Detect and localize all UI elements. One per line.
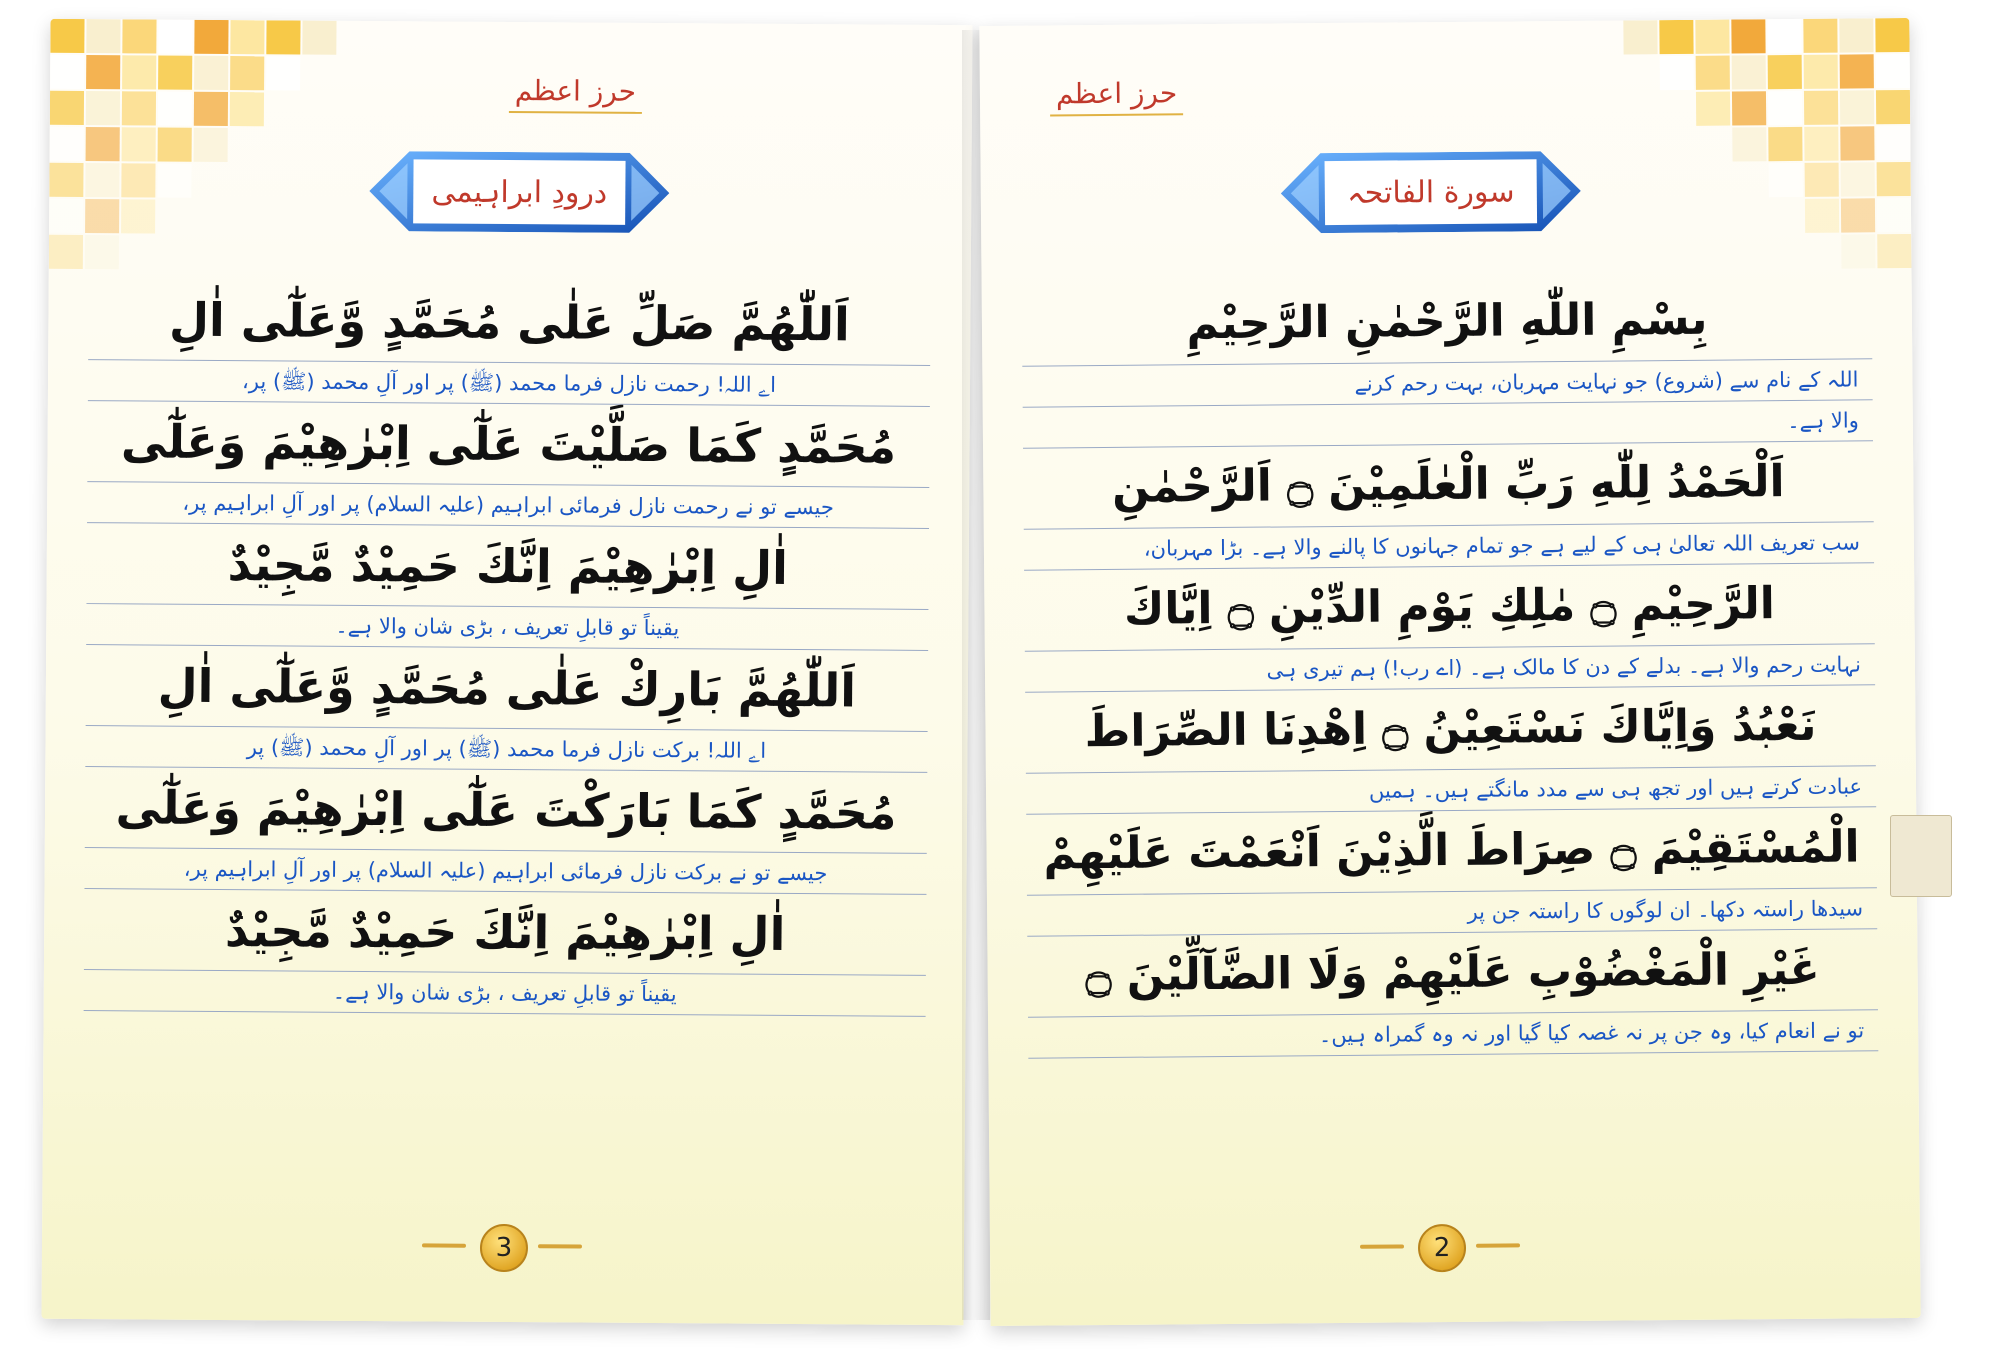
- mosaic-tile: [49, 163, 83, 197]
- mosaic-tile: [86, 91, 120, 125]
- section-title-badge: [1280, 151, 1581, 234]
- verse-block: [84, 889, 927, 1017]
- mosaic-tile: [1696, 56, 1730, 90]
- mosaic-tile: [50, 127, 84, 161]
- mosaic-tile: [194, 92, 228, 126]
- page-number: 2: [1418, 1224, 1466, 1272]
- mosaic-tile: [1841, 234, 1875, 268]
- urdu-translation-line: نہایت رحم والا ہے۔ بدلے کے دن کا مالک ہے۔ (اے رب!) ہم تیری ہی: [1025, 643, 1875, 692]
- right-page: [979, 18, 1920, 1326]
- mosaic-tile: [1877, 162, 1911, 196]
- arabic-verse-line: اَللّٰهُمَّ صَلِّ عَلٰى مُحَمَّدٍ وَّعَلٰٓى اٰلِ: [168, 292, 850, 352]
- mosaic-tile: [1805, 199, 1839, 233]
- running-head: حرز اعظم: [509, 74, 643, 114]
- mosaic-tile: [302, 21, 336, 55]
- urdu-translation-line: یقیناً تو قابلِ تعریف ، بڑی شان والا ہے۔: [86, 603, 928, 651]
- mosaic-tile: [1841, 198, 1875, 232]
- verse-list: [1022, 278, 1879, 1058]
- ornament-right: [538, 1244, 582, 1248]
- mosaic-tile: [86, 55, 120, 89]
- mosaic-tile: [1804, 91, 1838, 125]
- verse-block: [1024, 563, 1875, 692]
- mosaic-tile: [50, 55, 84, 89]
- mosaic-tile: [1768, 91, 1802, 125]
- verse-block: [85, 645, 928, 773]
- verse-block: [1025, 685, 1876, 814]
- verse-block: [88, 279, 931, 407]
- mosaic-tile: [1731, 19, 1765, 53]
- mosaic-tile: [158, 20, 192, 54]
- arabic-verse-line: اَللّٰهُمَّ بَارِكْ عَلٰى مُحَمَّدٍ وَّعَلٰٓى اٰلِ: [157, 658, 857, 718]
- mosaic-tile: [158, 92, 192, 126]
- mosaic-tile: [85, 199, 119, 233]
- arabic-verse-line: مُحَمَّدٍ كَمَا بَارَكْتَ عَلٰٓى اِبْرٰهِيْمَ وَعَلٰٓى: [115, 780, 897, 840]
- mosaic-tile: [1841, 162, 1875, 196]
- urdu-translation-line: سب تعریف اللہ تعالیٰ ہی کے لیے ہے جو تمام جہانوں کا پالنے والا ہے۔ بڑا مہربان،: [1024, 521, 1874, 570]
- verse-block: [1027, 929, 1878, 1058]
- arabic-verse-line: بِسْمِ اللّٰهِ الرَّحْمٰنِ الرَّحِيْمِ: [1186, 293, 1708, 350]
- mosaic-tile: [122, 91, 156, 125]
- arabic-verse-line: غَيْرِ الْمَغْضُوْبِ عَلَيْهِمْ وَلَا الضَّآلِّيْنَ ۝: [1085, 943, 1820, 1002]
- mosaic-tile: [1732, 55, 1766, 89]
- running-head: حرز اعظم: [1050, 76, 1184, 116]
- mosaic-tile: [121, 163, 155, 197]
- arabic-verse-line: مُحَمَّدٍ كَمَا صَلَّيْتَ عَلٰٓى اِبْرٰهِيْمَ وَعَلٰٓى: [120, 414, 897, 474]
- mosaic-tile: [194, 56, 228, 90]
- bookmark-tab: [1890, 815, 1952, 897]
- section-title-badge: [369, 151, 670, 233]
- mosaic-tile: [1877, 198, 1911, 232]
- mosaic-tile: [1696, 92, 1730, 126]
- mosaic-tile: [230, 56, 264, 90]
- mosaic-tile: [1732, 127, 1766, 161]
- mosaic-tile: [1876, 126, 1910, 160]
- arabic-verse-line: الرَّحِيْمِ ۝ مٰلِكِ يَوْمِ الدِّيْنِ ۝ اِيَّاكَ: [1123, 578, 1776, 635]
- urdu-translation-line: اللہ کے نام سے (شروع) جو نہایت مہربان، بہت رحم کرنے: [1022, 358, 1872, 407]
- urdu-translation-line: اے اللہ! برکت نازل فرما محمد (ﷺ) پر اور آلِ محمد (ﷺ) پر: [85, 725, 927, 773]
- verse-list: [84, 279, 931, 1017]
- mosaic-tile: [1840, 90, 1874, 124]
- mosaic-tile: [49, 235, 83, 269]
- mosaic-tile: [194, 128, 228, 162]
- mosaic-tile: [266, 56, 300, 90]
- mosaic-tile: [1804, 127, 1838, 161]
- mosaic-tile: [121, 199, 155, 233]
- page-number: 3: [480, 1224, 528, 1272]
- arabic-verse-line: نَعْبُدُ وَاِيَّاكَ نَسْتَعِيْنُ ۝ اِهْدِنَا الصِّرَاطَ: [1084, 699, 1817, 758]
- mosaic-tile: [1732, 91, 1766, 125]
- mosaic-tile: [122, 55, 156, 89]
- urdu-translation-line: اے اللہ! رحمت نازل فرما محمد (ﷺ) پر اور آلِ محمد (ﷺ) پر،: [88, 359, 930, 407]
- page-number-ornament: [1360, 1223, 1520, 1270]
- mosaic-tile: [86, 19, 120, 53]
- mosaic-tile: [194, 20, 228, 54]
- mosaic-tile: [1768, 127, 1802, 161]
- mosaic-tile: [1876, 90, 1910, 124]
- urdu-translation-line: والا ہے۔: [1023, 400, 1873, 448]
- urdu-translation-line: جیسے تو نے برکت نازل فرمائی ابراہیم (علیہ السلام) پر اور آلِ ابراہیم پر،: [84, 847, 926, 895]
- mosaic-tile: [122, 127, 156, 161]
- arabic-verse-line: اٰلِ اِبْرٰهِيْمَ اِنَّكَ حَمِيْدٌ مَّجِيْدٌ: [224, 903, 786, 961]
- corner-mosaic-decoration: [48, 19, 350, 321]
- mosaic-tile: [1768, 55, 1802, 89]
- ornament-right: [1476, 1243, 1520, 1247]
- urdu-translation-line: تو نے انعام کیا، وہ جن پر نہ غصہ کیا گیا اور نہ وہ گمراہ ہیں۔: [1028, 1009, 1878, 1058]
- arabic-verse-line: اٰلِ اِبْرٰهِيْمَ اِنَّكَ حَمِيْدٌ مَّجِيْدٌ: [227, 537, 789, 595]
- mosaic-tile: [50, 19, 84, 53]
- arabic-verse-line: الْمُسْتَقِيْمَ ۝ صِرَاطَ الَّذِيْنَ اَنْعَمْتَ عَلَيْهِمْ: [1043, 821, 1860, 880]
- mosaic-tile: [85, 163, 119, 197]
- mosaic-tile: [230, 92, 264, 126]
- mosaic-tile: [49, 199, 83, 233]
- left-page: [41, 19, 972, 1325]
- verse-block: [1023, 441, 1874, 570]
- mosaic-tile: [1840, 54, 1874, 88]
- urdu-translation-line: سیدھا راستہ دکھا۔ ان لوگوں کا راستہ جن پر: [1027, 887, 1877, 936]
- mosaic-tile: [158, 128, 192, 162]
- mosaic-tile: [122, 19, 156, 53]
- mosaic-tile: [1659, 20, 1693, 54]
- arabic-verse-line: اَلْحَمْدُ لِلّٰهِ رَبِّ الْعٰلَمِيْنَ ۝ اَلرَّحْمٰنِ: [1111, 456, 1785, 513]
- mosaic-tile: [1840, 126, 1874, 160]
- mosaic-tile: [1695, 20, 1729, 54]
- corner-mosaic-decoration: [1609, 18, 1912, 321]
- mosaic-tile: [1660, 56, 1694, 90]
- mosaic-tile: [1769, 163, 1803, 197]
- mosaic-tile: [157, 164, 191, 198]
- urdu-translation-line: عبادت کرتے ہیں اور تجھ ہی سے مدد مانگتے ہیں۔ ہمیں: [1026, 765, 1876, 814]
- urdu-translation-line: جیسے تو نے رحمت نازل فرمائی ابراہیم (علیہ السلام) پر اور آلِ ابراہیم پر،: [87, 481, 929, 529]
- mosaic-tile: [85, 235, 119, 269]
- mosaic-tile: [86, 127, 120, 161]
- mosaic-tile: [266, 20, 300, 54]
- verse-block: [1026, 807, 1877, 936]
- section-title: سورة الفاتحہ: [1346, 173, 1515, 211]
- mosaic-tile: [1623, 20, 1657, 54]
- mosaic-tile: [158, 56, 192, 90]
- verse-block: [84, 767, 927, 895]
- page-number-ornament: [422, 1223, 582, 1270]
- ornament-left: [1360, 1244, 1404, 1248]
- mosaic-tile: [1877, 234, 1911, 268]
- verse-block: [87, 401, 930, 529]
- mosaic-tile: [1803, 19, 1837, 53]
- mosaic-tile: [1804, 55, 1838, 89]
- verse-block: [1022, 278, 1873, 448]
- mosaic-tile: [1839, 18, 1873, 52]
- ornament-left: [422, 1243, 466, 1247]
- section-title: درودِ ابراہیمی: [431, 173, 608, 211]
- verse-block: [86, 523, 929, 651]
- mosaic-tile: [50, 91, 84, 125]
- mosaic-tile: [1876, 54, 1910, 88]
- mosaic-tile: [230, 20, 264, 54]
- mosaic-tile: [1767, 19, 1801, 53]
- mosaic-tile: [1875, 18, 1909, 52]
- urdu-translation-line: یقیناً تو قابلِ تعریف ، بڑی شان والا ہے۔: [84, 969, 926, 1017]
- mosaic-tile: [1805, 163, 1839, 197]
